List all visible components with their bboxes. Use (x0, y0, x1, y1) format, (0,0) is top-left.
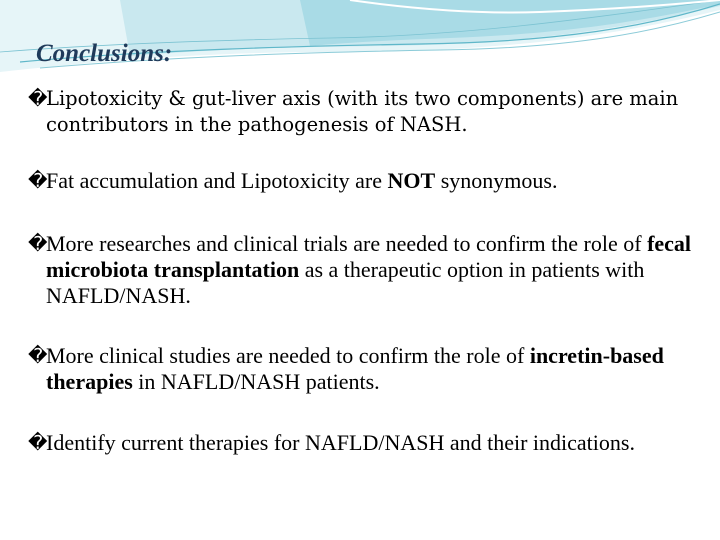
bullet-marker-icon: � (28, 432, 48, 454)
bullet-item-4 (28, 343, 698, 395)
bullet-marker-icon: � (28, 170, 48, 192)
bullet-marker-icon: � (28, 345, 48, 367)
slide-title: Conclusions: (36, 40, 173, 67)
bullet-text: Lipotoxicity & gut-liver axis (with its two components) are main contributors in the pathogenesis of NASH. (46, 87, 679, 136)
bullet-text: Fat accumulation and Lipotoxicity are NOT synonymous. (46, 168, 558, 193)
bullet-item-1 (28, 86, 698, 138)
bullet-item-3 (28, 231, 698, 309)
bullet-item-5 (28, 430, 698, 456)
bullet-text: More researches and clinical trials are needed to confirm the role of fecal microbiota transplantation as a therapeutic option in patients with NAFLD/NASH. (46, 231, 692, 308)
bullet-marker-icon: � (28, 88, 48, 110)
bullet-text: Identify current therapies for NAFLD/NASH and their indications. (46, 430, 635, 455)
bullet-text: More clinical studies are needed to confirm the role of incretin-based therapies in NAFLD/NASH patients. (46, 343, 664, 394)
bullet-marker-icon: � (28, 233, 48, 255)
bullet-item-2 (28, 168, 698, 194)
